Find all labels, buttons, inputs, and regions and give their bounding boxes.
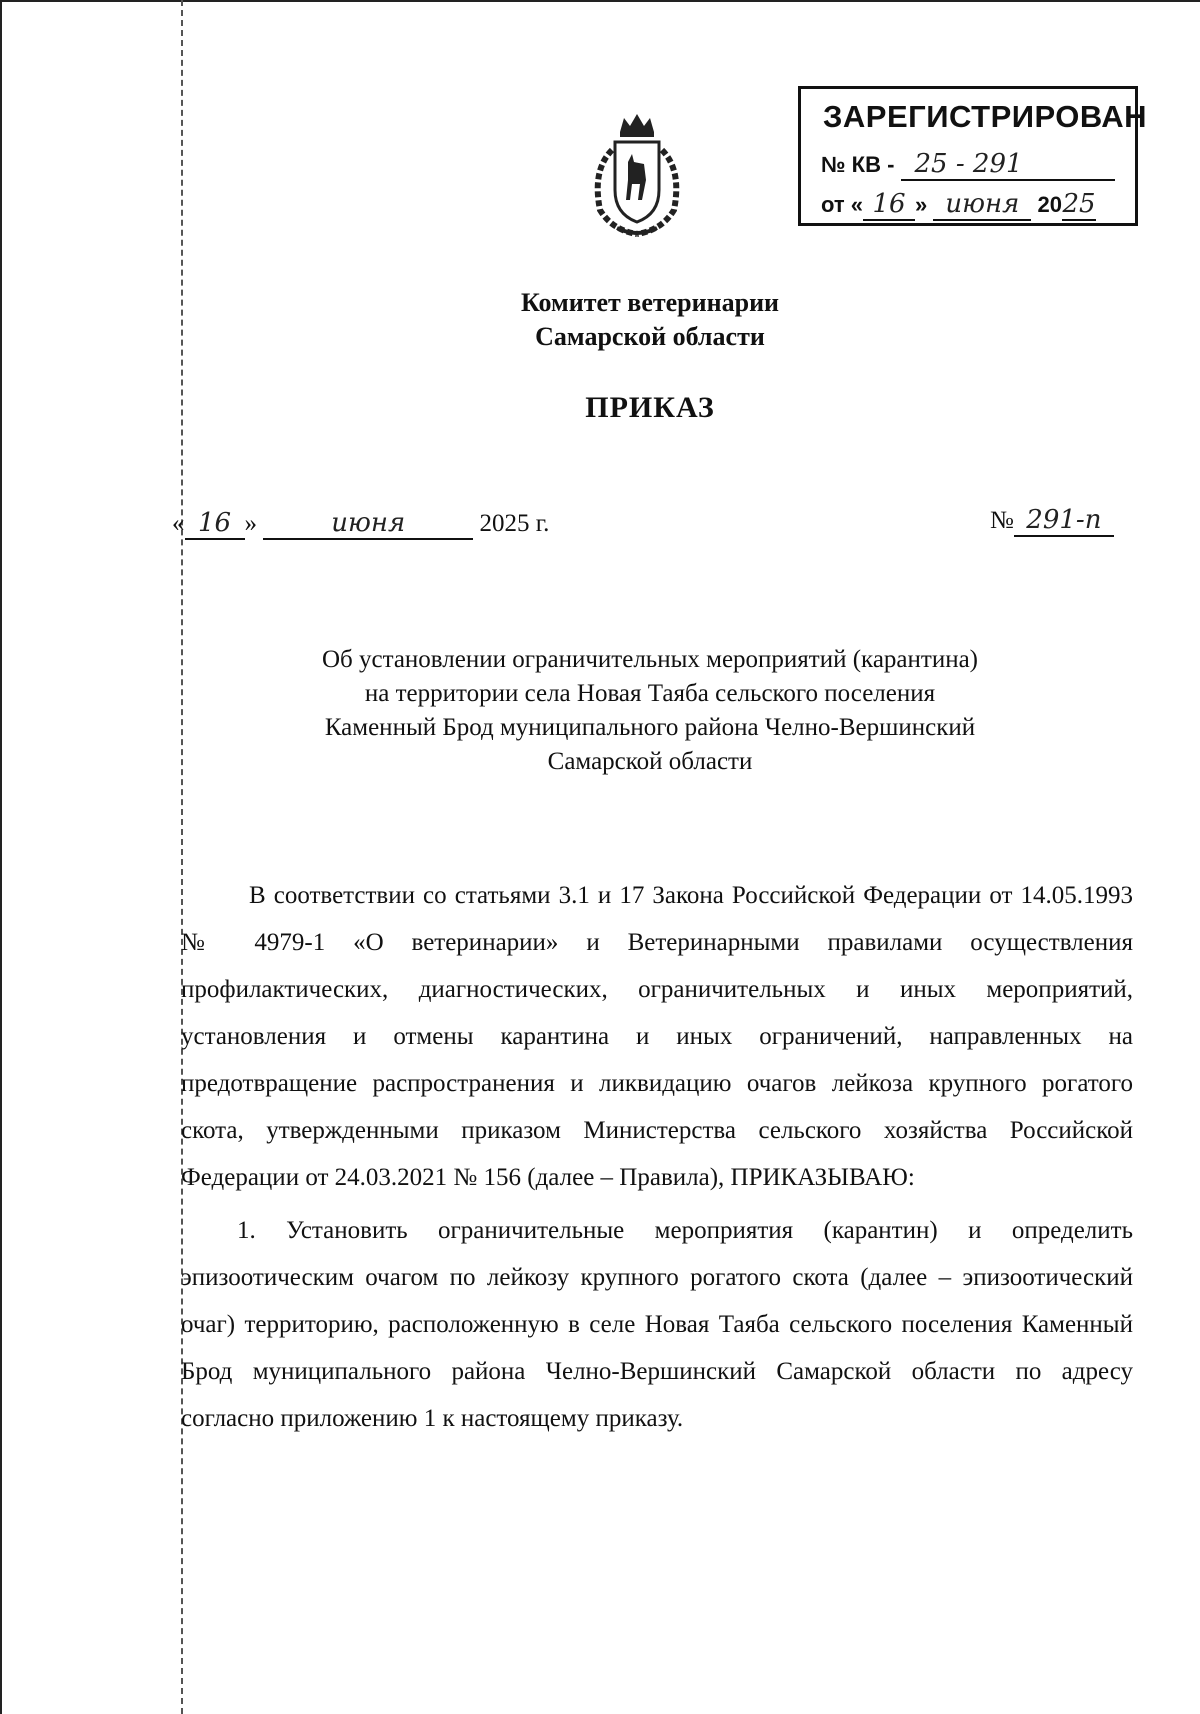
order-date-day: 16	[185, 508, 245, 540]
stamp-date-year-suffix: 25	[1062, 189, 1096, 219]
stamp-date-day: 16	[863, 189, 915, 221]
organization-name-line1: Комитет ветеринарии	[520, 288, 780, 317]
order-number-value: 291-п	[1014, 505, 1114, 537]
order-date-year: 2025 г.	[479, 510, 550, 537]
order-subject-line: Об установлении ограничительных мероприятий (карантина)	[321, 646, 979, 673]
stamp-title: ЗАРЕГИСТРИРОВАН	[823, 99, 1148, 134]
order-subject-line: Самарской области	[547, 748, 753, 775]
order-date	[172, 508, 549, 540]
stamp-date-quote: »	[915, 192, 928, 217]
order-number-label: №	[990, 507, 1014, 534]
order-subject-line: Каменный Брод муниципального района Челно-Вершинский	[324, 714, 976, 741]
samara-oblast-coat-of-arms-icon	[582, 110, 692, 240]
order-date-close-quote: »	[244, 510, 257, 537]
stamp-number-label: № КВ -	[821, 152, 895, 177]
order-date-month: июня	[263, 508, 473, 540]
stamp-date-prefix: от «	[821, 192, 864, 217]
stamp-date-row	[821, 189, 1096, 221]
order-preamble-paragraph: В соответствии со статьями 3.1 и 17 Закона Российской Федерации от 14.05.1993 № 4979-1 «О ветеринарии» и Ветеринарными правилами осуществления профилактических, диагностических, ограничительных и иных мероприятий, установления и отмены карантина и иных ограничений, направленных на предотвращение распространения и ликвидацию очагов лейкоза крупного рогатого скота, утвержденными приказом Министерства сельского хозяйства Российской Федерации от 24.03.2021 № 156 (далее – Правила), ПРИКАЗЫВАЮ:	[181, 882, 1133, 1191]
order-item-1-paragraph: 1. Установить ограничительные мероприятия (карантин) и определить эпизоотическим очагом по лейкозу крупного рогатого скота (далее – эпизоотический очаг) территорию, расположенную в селе Новая Таяба сельского поселения Каменный Брод муниципального района Челно-Вершинский Самарской области по адресу согласно приложению 1 к настоящему приказу.	[181, 1217, 1133, 1432]
scan-left-edge	[0, 0, 2, 1714]
scan-top-edge	[0, 0, 1200, 2]
order-subject	[250, 643, 1050, 779]
order-date-open-quote: «	[172, 510, 185, 537]
stamp-date-month: июня	[933, 189, 1031, 221]
order-number	[990, 505, 1114, 537]
order-body	[181, 872, 1133, 1442]
document-type-title: ПРИКАЗ	[585, 391, 715, 424]
registration-stamp	[798, 86, 1148, 226]
organization-name	[0, 286, 1200, 354]
stamp-number-row	[821, 149, 1115, 181]
order-subject-line: на территории села Новая Таяба сельского поселения	[364, 680, 936, 707]
stamp-date-year-prefix: 20	[1037, 192, 1062, 217]
organization-name-line2: Самарской области	[535, 322, 765, 351]
binding-margin-line	[181, 0, 183, 1714]
stamp-number-value: 25 - 291	[901, 149, 1115, 181]
